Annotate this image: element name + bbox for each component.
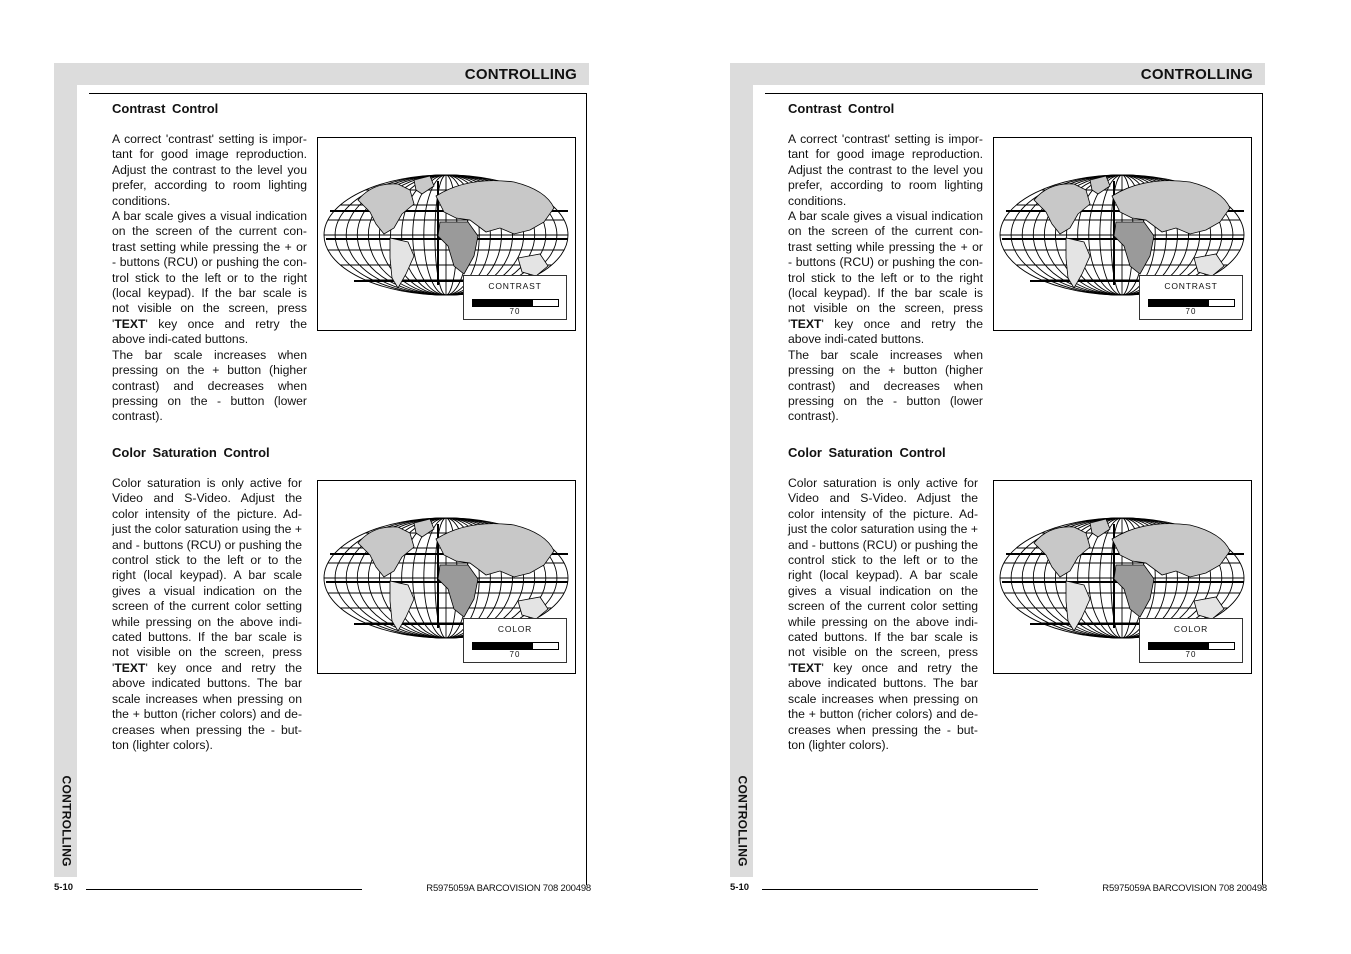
osd-value: 70 xyxy=(509,307,521,316)
continent-africa xyxy=(1114,565,1154,617)
osd-bar xyxy=(472,642,559,650)
osd-bar-fill xyxy=(1149,643,1209,649)
page-header xyxy=(753,63,1265,85)
continent-australia xyxy=(518,597,548,619)
continent-australia xyxy=(1194,597,1224,619)
continent-north-america xyxy=(358,184,414,234)
footer-page-number: 5-10 xyxy=(54,882,74,893)
header-title: CONTROLLING xyxy=(464,66,577,83)
footer-rule xyxy=(86,889,362,890)
osd-value: 70 xyxy=(1185,307,1197,316)
continent-africa xyxy=(1114,222,1154,274)
manual-page-left xyxy=(54,63,591,903)
continent-north-america xyxy=(358,527,414,577)
contrast-osd-bar-scale xyxy=(1139,275,1243,320)
color-body-text: Color saturation is only active for Video and S-Video. Adjust the color intensity of the picture. Ad-just the color saturation using the + and - buttons (RCU) or pushing the control stick to the left or to the right (local keypad). A bar scale gives a visual indication on the screen of the current color setting while pressing on the above indi-cated buttons. If the bar scale is not visible on the screen, press 'TEXT' key once and retry the above indicated buttons. The bar scale increases when pressing on the + button (richer colors) and de-creases when pressing the - but-ton (lighter colors). xyxy=(788,476,978,752)
osd-label: CONTRAST xyxy=(488,281,542,291)
frame-top-rule xyxy=(89,93,587,94)
page-header xyxy=(77,63,589,85)
page-sidebar xyxy=(54,63,77,877)
page-sidebar xyxy=(730,63,753,877)
color-osd-bar-scale xyxy=(463,618,567,663)
osd-bar xyxy=(1148,642,1235,650)
continent-australia xyxy=(518,254,548,276)
color-section-title: Color Saturation Control xyxy=(112,445,270,460)
header-title: CONTROLLING xyxy=(1140,66,1253,83)
color-body-text: Color saturation is only active for Video and S-Video. Adjust the color intensity of the picture. Ad-just the color saturation using the + and - buttons (RCU) or pushing the control stick to the left or to the right (local keypad). A bar scale gives a visual indication on the screen of the current color setting while pressing on the above indi-cated buttons. If the bar scale is not visible on the screen, press 'TEXT' key once and retry the above indicated buttons. The bar scale increases when pressing on the + button (richer colors) and de-creases when pressing the - but-ton (lighter colors). xyxy=(112,476,302,752)
continent-north-america xyxy=(1034,184,1090,234)
manual-page-right xyxy=(730,63,1267,903)
osd-bar-fill xyxy=(473,300,533,306)
continent-africa xyxy=(438,222,478,274)
osd-bar xyxy=(472,299,559,307)
side-chapter-title: CONTROLLING xyxy=(735,775,750,867)
osd-label: CONTRAST xyxy=(1164,281,1218,291)
footer-page-number: 5-10 xyxy=(730,882,750,893)
osd-bar-fill xyxy=(1149,300,1209,306)
side-chapter-title: CONTROLLING xyxy=(59,775,74,867)
continent-north-america xyxy=(1034,527,1090,577)
footer-document-reference: R5975059A BARCOVISION 708 200498 xyxy=(1102,883,1267,894)
contrast-osd-bar-scale xyxy=(463,275,567,320)
color-section-title: Color Saturation Control xyxy=(788,445,946,460)
osd-label: COLOR xyxy=(497,624,533,634)
contrast-section-title: Contrast Control xyxy=(112,101,219,116)
contrast-figure xyxy=(317,137,576,331)
frame-right-rule xyxy=(1262,93,1263,885)
osd-label: COLOR xyxy=(1173,624,1209,634)
osd-bar xyxy=(1148,299,1235,307)
continent-australia xyxy=(1194,254,1224,276)
osd-value: 70 xyxy=(1185,650,1197,659)
color-figure xyxy=(993,480,1252,674)
continent-africa xyxy=(438,565,478,617)
contrast-section-title: Contrast Control xyxy=(788,101,895,116)
contrast-figure xyxy=(993,137,1252,331)
frame-right-rule xyxy=(586,93,587,885)
osd-value: 70 xyxy=(509,650,521,659)
frame-top-rule xyxy=(765,93,1263,94)
footer-rule xyxy=(762,889,1038,890)
osd-bar-fill xyxy=(473,643,533,649)
color-figure xyxy=(317,480,576,674)
footer-document-reference: R5975059A BARCOVISION 708 200498 xyxy=(426,883,591,894)
contrast-body-text: A correct 'contrast' setting is impor-tant for good image reproduction. Adjust the contrast to the level you prefer, according to room lighting conditions. A bar scale gives a visual indication on the screen of the current con-trast setting while pressing the + or - buttons (RCU) or pushing the con-trol stick to the left or to the right (local keypad). If the bar scale is not visible on the screen, press 'TEXT' key once and retry the above indi-cated buttons. The bar scale increases when pressing on the + button (higher contrast) and decreases when pressing on the - button (lower contrast). xyxy=(112,132,307,424)
contrast-body-text: A correct 'contrast' setting is impor-tant for good image reproduction. Adjust the contrast to the level you prefer, according to room lighting conditions. A bar scale gives a visual indication on the screen of the current con-trast setting while pressing the + or - buttons (RCU) or pushing the con-trol stick to the left or to the right (local keypad). If the bar scale is not visible on the screen, press 'TEXT' key once and retry the above indi-cated buttons. The bar scale increases when pressing on the + button (higher contrast) and decreases when pressing on the - button (lower contrast). xyxy=(788,132,983,424)
color-osd-bar-scale xyxy=(1139,618,1243,663)
